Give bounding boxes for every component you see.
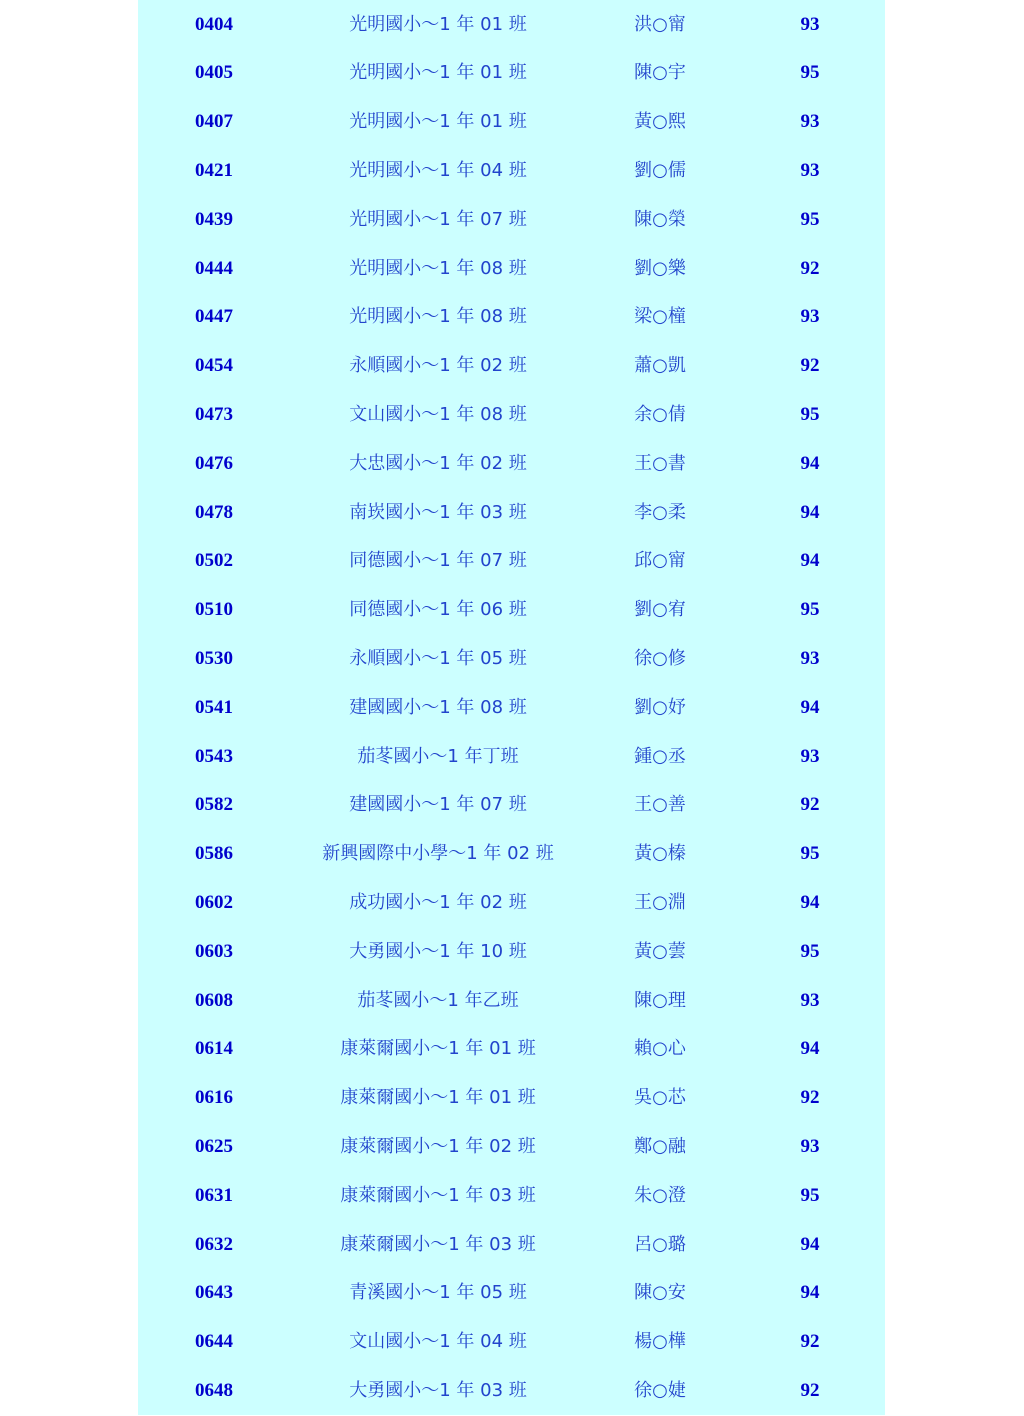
student-name: 楊○樺 [634, 1331, 686, 1353]
table-row [138, 635, 885, 684]
score: 95 [800, 940, 820, 962]
school-class: 光明國小～1 年 01 班 [349, 62, 527, 84]
score: 95 [800, 208, 820, 230]
table-row [138, 684, 885, 733]
student-id: 0421 [195, 159, 233, 181]
school-class: 建國國小～1 年 07 班 [349, 794, 527, 816]
table-row [138, 245, 885, 294]
student-id: 0404 [195, 13, 233, 35]
school-class: 康萊爾國小～1 年 03 班 [340, 1233, 536, 1255]
score: 95 [800, 403, 820, 425]
student-id: 0616 [195, 1087, 233, 1109]
student-id: 0625 [195, 1135, 233, 1157]
score: 92 [800, 1379, 820, 1401]
score: 92 [800, 257, 820, 279]
student-name: 陳○宇 [634, 62, 686, 84]
table-row [138, 147, 885, 196]
student-id: 0643 [195, 1282, 233, 1304]
score: 94 [800, 550, 820, 572]
student-id: 0407 [195, 111, 233, 133]
score: 94 [800, 1282, 820, 1304]
table-row [138, 928, 885, 977]
school-class: 康萊爾國小～1 年 03 班 [340, 1184, 536, 1206]
score: 95 [800, 1184, 820, 1206]
student-name: 劉○儒 [634, 159, 686, 181]
table-row [138, 98, 885, 147]
score: 92 [800, 1087, 820, 1109]
table-row [138, 489, 885, 538]
student-name: 陳○榮 [634, 208, 686, 230]
table-row [138, 196, 885, 245]
student-name: 黃○熙 [634, 111, 686, 133]
school-class: 文山國小～1 年 08 班 [349, 403, 527, 425]
score: 94 [800, 1038, 820, 1060]
table-row [138, 293, 885, 342]
student-id: 0454 [195, 355, 233, 377]
student-name: 蕭○凱 [634, 355, 686, 377]
score: 94 [800, 1233, 820, 1255]
student-id: 0444 [195, 257, 233, 279]
student-id: 0447 [195, 306, 233, 328]
student-id: 0586 [195, 843, 233, 865]
student-name: 王○善 [634, 794, 686, 816]
school-class: 大勇國小～1 年 03 班 [349, 1379, 527, 1401]
table-row [138, 977, 885, 1026]
student-id: 0439 [195, 208, 233, 230]
student-id: 0602 [195, 891, 233, 913]
school-class: 永順國小～1 年 02 班 [349, 355, 527, 377]
score: 92 [800, 1331, 820, 1353]
score: 93 [800, 159, 820, 181]
score: 94 [800, 452, 820, 474]
student-name: 呂○璐 [634, 1233, 686, 1255]
table-row [138, 1318, 885, 1367]
student-name: 余○倩 [634, 403, 686, 425]
school-class: 康萊爾國小～1 年 02 班 [340, 1135, 536, 1157]
student-id: 0478 [195, 501, 233, 523]
student-name: 徐○修 [634, 647, 686, 669]
school-class: 光明國小～1 年 08 班 [349, 257, 527, 279]
student-id: 0502 [195, 550, 233, 572]
student-name: 鍾○丞 [634, 745, 686, 767]
school-class: 南崁國小～1 年 03 班 [349, 501, 527, 523]
student-id: 0632 [195, 1233, 233, 1255]
student-name: 邱○甯 [634, 550, 686, 572]
student-id: 0648 [195, 1379, 233, 1401]
student-name: 陳○理 [634, 989, 686, 1011]
school-class: 光明國小～1 年 08 班 [349, 306, 527, 328]
score: 92 [800, 794, 820, 816]
score: 93 [800, 306, 820, 328]
student-name: 王○書 [634, 452, 686, 474]
school-class: 茄苳國小～1 年丁班 [357, 745, 519, 767]
school-class: 光明國小～1 年 04 班 [349, 159, 527, 181]
table-row [138, 1025, 885, 1074]
school-class: 同德國小～1 年 07 班 [349, 550, 527, 572]
student-id: 0510 [195, 599, 233, 621]
table-row [138, 586, 885, 635]
student-name: 鄭○融 [634, 1135, 686, 1157]
school-class: 文山國小～1 年 04 班 [349, 1331, 527, 1353]
student-id: 0473 [195, 403, 233, 425]
student-id: 0614 [195, 1038, 233, 1060]
table-row [138, 1367, 885, 1416]
school-class: 大忠國小～1 年 02 班 [349, 452, 527, 474]
table-row [138, 1, 885, 50]
student-name: 李○柔 [634, 501, 686, 523]
student-name: 黃○榛 [634, 843, 686, 865]
score: 92 [800, 355, 820, 377]
score: 93 [800, 13, 820, 35]
table-row [138, 781, 885, 830]
table-row [138, 1123, 885, 1172]
student-id: 0631 [195, 1184, 233, 1206]
school-class: 永順國小～1 年 05 班 [349, 647, 527, 669]
score: 93 [800, 745, 820, 767]
school-class: 成功國小～1 年 02 班 [349, 891, 527, 913]
score: 94 [800, 891, 820, 913]
score: 95 [800, 62, 820, 84]
score: 93 [800, 111, 820, 133]
school-class: 光明國小～1 年 01 班 [349, 111, 527, 133]
student-name: 劉○妤 [634, 696, 686, 718]
table-row [138, 1172, 885, 1221]
score: 93 [800, 647, 820, 669]
student-id: 0582 [195, 794, 233, 816]
score: 95 [800, 599, 820, 621]
school-class: 茄苳國小～1 年乙班 [357, 989, 519, 1011]
student-name: 洪○甯 [634, 13, 686, 35]
score: 94 [800, 696, 820, 718]
student-id: 0541 [195, 696, 233, 718]
student-id: 0608 [195, 989, 233, 1011]
student-id: 0644 [195, 1331, 233, 1353]
table-row [138, 342, 885, 391]
table-row [138, 879, 885, 928]
student-name: 黃○蕓 [634, 940, 686, 962]
student-name: 王○淵 [634, 891, 686, 913]
table-row [138, 49, 885, 98]
table-row [138, 1074, 885, 1123]
school-class: 新興國際中小學～1 年 02 班 [322, 843, 554, 865]
student-id: 0530 [195, 647, 233, 669]
score: 93 [800, 1135, 820, 1157]
score: 95 [800, 843, 820, 865]
student-id: 0543 [195, 745, 233, 767]
school-class: 康萊爾國小～1 年 01 班 [340, 1087, 536, 1109]
student-name: 劉○宥 [634, 599, 686, 621]
school-class: 光明國小～1 年 07 班 [349, 208, 527, 230]
table-row [138, 1269, 885, 1318]
student-name: 吳○芯 [634, 1087, 686, 1109]
school-class: 青溪國小～1 年 05 班 [349, 1282, 527, 1304]
school-class: 康萊爾國小～1 年 01 班 [340, 1038, 536, 1060]
student-name: 徐○婕 [634, 1379, 686, 1401]
school-class: 光明國小～1 年 01 班 [349, 13, 527, 35]
school-class: 建國國小～1 年 08 班 [349, 696, 527, 718]
school-class: 同德國小～1 年 06 班 [349, 599, 527, 621]
student-id: 0603 [195, 940, 233, 962]
score: 93 [800, 989, 820, 1011]
table-row [138, 1221, 885, 1270]
table-row [138, 830, 885, 879]
table-row [138, 733, 885, 782]
student-name: 朱○澄 [634, 1184, 686, 1206]
results-sheet [138, 0, 885, 1415]
student-name: 劉○樂 [634, 257, 686, 279]
student-name: 陳○安 [634, 1282, 686, 1304]
student-id: 0476 [195, 452, 233, 474]
table-row [138, 440, 885, 489]
student-id: 0405 [195, 62, 233, 84]
student-name: 賴○心 [634, 1038, 686, 1060]
score: 94 [800, 501, 820, 523]
school-class: 大勇國小～1 年 10 班 [349, 940, 527, 962]
table-row [138, 391, 885, 440]
student-name: 梁○橦 [634, 306, 686, 328]
table-row [138, 537, 885, 586]
